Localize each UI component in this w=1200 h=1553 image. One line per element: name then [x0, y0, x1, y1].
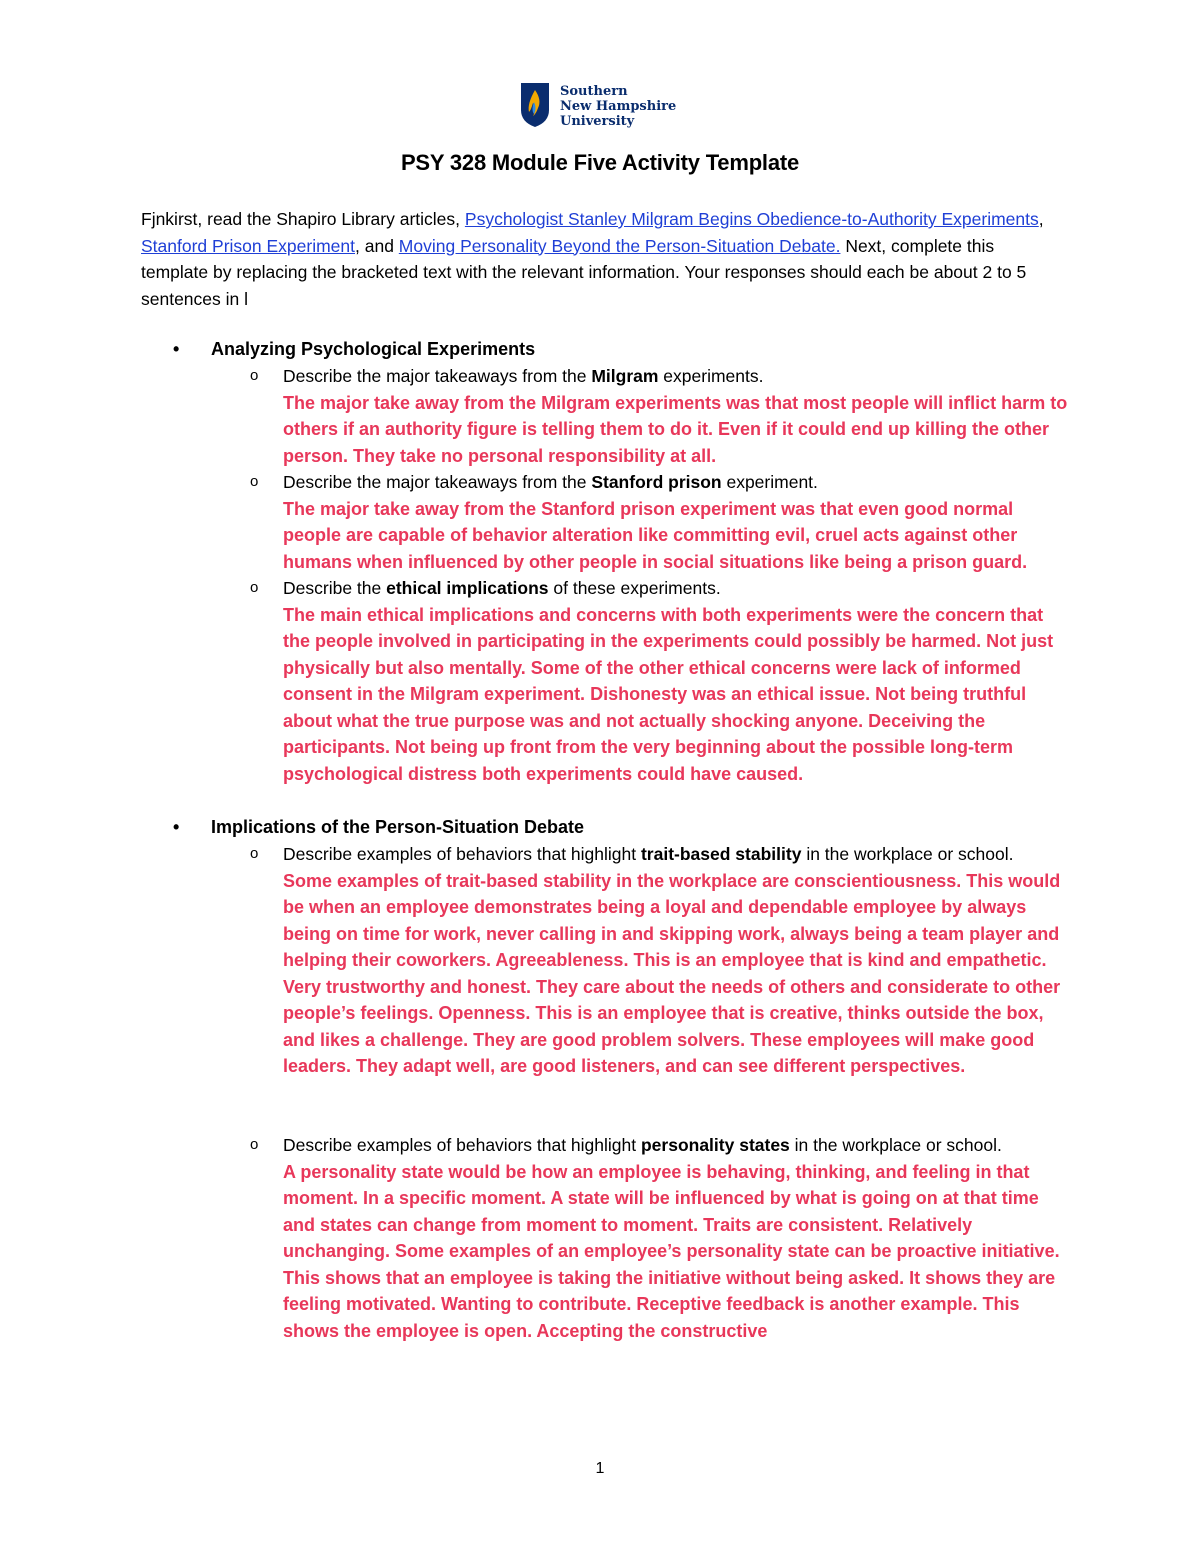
intro-paragraph: [141, 206, 1061, 312]
question-bold: Milgram: [591, 366, 659, 386]
list-item: [250, 469, 1070, 575]
link-stanford-article[interactable]: Stanford Prison Experiment: [141, 235, 355, 256]
answer-text: The major take away from the Stanford prison experiment was that even good normal people are capable of behavior alteration like committing evil, cruel acts against other humans when influenced by other people in social situations like being a prison guard.: [283, 498, 1028, 572]
section-heading-experiments: [173, 336, 535, 362]
question-bold: trait-based stability: [640, 844, 802, 864]
logo-line-2: New Hampshire: [560, 99, 677, 114]
question-text: [283, 575, 1070, 602]
question-post: in the workplace or school.: [801, 844, 1014, 864]
answer-text: A personality state would be how an employee is behaving, thinking, and feeling in that moment. In a specific moment. A state will be influenced by what is going on at that time and states can change from moment to moment. Traits are consistent. Relatively unchanging. Some examples of an employee’s personality state can be proactive initiative. This shows that an employee is taking the initiative without being asked. It shows they are feeling motivated. Wanting to contribute. Receptive feedback is another example. This shows the employee is open. Accepting the constructive: [283, 1161, 1060, 1341]
list-item: [250, 575, 1070, 787]
intro-sep-1: ,: [1038, 209, 1044, 229]
question-pre: Describe the major takeaways from the: [283, 366, 592, 386]
intro-sep-2: , and: [355, 235, 399, 256]
intro-text-1: Fjnkirst, read the Shapiro Library articles,: [141, 209, 465, 229]
list-item: [250, 1132, 1070, 1344]
sub-bullet-icon: o: [250, 579, 259, 596]
question-pre: Describe the major takeaways from the: [283, 472, 592, 492]
question-pre: Describe the: [283, 578, 387, 598]
logo-line-3: University: [560, 114, 635, 129]
question-post: experiments.: [658, 366, 764, 386]
answer-text: Some examples of trait-based stability in the workplace are conscientiousness. This would be when an employee demonstrates being a loyal and dependable employee by always being on time for work, never calling in and skipping work, always being a team player and helping their coworkers. Agreeableness. This is an employee that is kind and empathetic. Very trustworthy and honest. They care about the needs of others and considerate to other people’s feelings. Openness. This is an employee that is creative, thinks outside the box, and likes a challenge. They are good problem solvers. These employees will make good leaders. They adapt well, are good listeners, and can see different perspectives.: [283, 870, 1061, 1076]
section-heading-person-situation: [173, 814, 584, 840]
bullet-icon: •: [173, 817, 180, 837]
answer-text: The major take away from the Milgram experiments was that most people will inflict harm to others if an authority figure is telling them to do it. Even if it could end up killing the other person. They take no personal responsibility at all.: [283, 392, 1068, 466]
list-item: [250, 841, 1070, 1080]
question-bold: ethical implications: [386, 578, 549, 598]
question-bold: personality states: [640, 1135, 790, 1155]
link-person-situation-article[interactable]: Moving Personality Beyond the Person-Situation Debate.: [398, 235, 841, 256]
question-text: [283, 469, 1070, 496]
sub-bullet-icon: o: [250, 473, 259, 490]
shield-flame-icon: [520, 82, 550, 128]
sub-bullet-icon: o: [250, 845, 259, 862]
sub-bullet-icon: o: [250, 367, 259, 384]
answer-text: The main ethical implications and concerns with both experiments were the concern that the people involved in participating in the experiments could possibly be harmed. Not just physically but also mentally. Some of the other ethical concerns were lack of informed consent in the Milgram experiment. Dishonesty was an ethical issue. Not being truthful about what the true purpose was and not actually shocking anyone. Deceiving the participants. Not being up front from the very beginning about the possible long-term psychological distress both experiments could have caused.: [283, 604, 1054, 784]
question-pre: Describe examples of behaviors that highlight: [283, 1135, 641, 1155]
intro-text-2: Next, complete this template by replacing the bracketed text with the relevant information. Your responses should each be about 2 to 5 sentences in l: [141, 235, 1027, 309]
page-number: 1: [595, 1460, 605, 1477]
link-milgram-article[interactable]: Psychologist Stanley Milgram Begins Obedience-to-Authority Experiments: [464, 209, 1039, 229]
question-post: of these experiments.: [548, 578, 721, 598]
bullet-icon: •: [173, 339, 180, 359]
section-heading-text: Analyzing Psychological Experiments: [211, 339, 536, 359]
university-logo: [520, 82, 690, 134]
question-text: [283, 363, 1070, 390]
list-item: [250, 363, 1070, 469]
question-text: [283, 841, 1070, 868]
logo-line-1: Southern: [560, 84, 628, 99]
sub-bullet-icon: o: [250, 1136, 259, 1153]
question-bold: Stanford prison: [591, 472, 722, 492]
question-text: [283, 1132, 1070, 1159]
page-title: PSY 328 Module Five Activity Template: [400, 150, 800, 175]
question-pre: Describe examples of behaviors that highlight: [283, 844, 641, 864]
section-heading-text: Implications of the Person-Situation Debate: [211, 817, 585, 837]
question-post: experiment.: [721, 472, 818, 492]
logo-wordmark: [560, 84, 676, 129]
question-post: in the workplace or school.: [789, 1135, 1002, 1155]
